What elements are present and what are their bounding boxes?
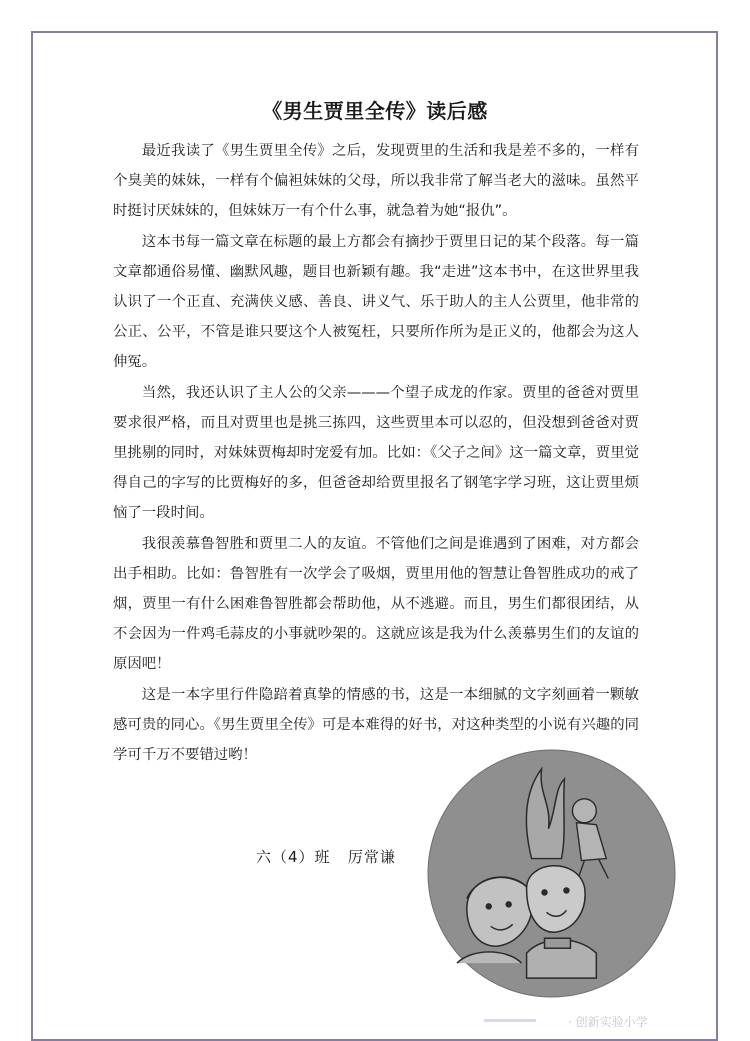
paragraph: 这是一本字里行件隐踣着真挚的情感的书，这是一本细腻的文字刻画着一颗敏感可贵的同心。《男生贾里全传》可是本难得的好书，对这种类型的小说有兴趣的同学可千万不要错过哟！ <box>113 686 639 764</box>
article-body <box>113 136 639 770</box>
watermark-text: · 创新实验小学 <box>568 1015 648 1029</box>
paragraph: 最近我读了《男生贾里全传》之后，发现贾里的生活和我是差不多的，一样有个臭美的妹妹，一样有个偏袒妹妹的父母，所以我非常了解当老大的滋味。虽然平时挺讨厌妹妹的，但妹妹万一有个什么事，就急着为她“报仇”。 <box>113 143 639 220</box>
paragraph: 这本书每一篇文章在标题的最上方都会有摘抄于贾里日记的某个段落。每一篇文章都通俗易懂、幽默风趣，题目也新颖有趣。我“走进”这本书中，在这世界里我认识了一个正直、充满侠义感、善良、讲义气、乐于助人的主人公贾里，他非常的公正、公平，不管是谁只要这个人被冤枉，只要所作所为是正义的，他都会为这人伸冤。 <box>113 233 639 371</box>
paragraph: 当然，我还认识了主人公的父亲———个望子成龙的作家。贾里的爸爸对贾里要求很严格，而且对贾里也是挑三拣四，这些贾里本可以忍的，但没想到爸爸对贾里挑剔的同时，对妹妹贾梅却时宠爱有加。比如：《父子之间》这一篇文章，贾里觉得自己的字写的比贾梅好的多，但爸爸却给贾里报名了钢笔字学习班，这让贾里烦恼了一段时间。 <box>113 384 639 522</box>
author-signature: 六（4）班 厉常谦 <box>256 848 396 866</box>
page-title: 《男生贾里全传》读后感 <box>262 99 488 123</box>
boys-illustration <box>427 749 676 998</box>
paragraph: 我很羡慕鲁智胜和贾里二人的友谊。不管他们之间是谁遇到了困难，对方都会出手相助。比如：鲁智胜有一次学会了吸烟，贾里用他的智慧让鲁智胜成功的戒了烟，贾里一有什么困难鲁智胜都会帮助他，从不逃避。而且，男生们都很团结，从不会因为一件鸡毛蒜皮的小事就吵架的。这就应该是我为什么羡慕男生们的友谊的原因吧！ <box>113 535 639 673</box>
watermark-bar <box>484 1019 536 1022</box>
